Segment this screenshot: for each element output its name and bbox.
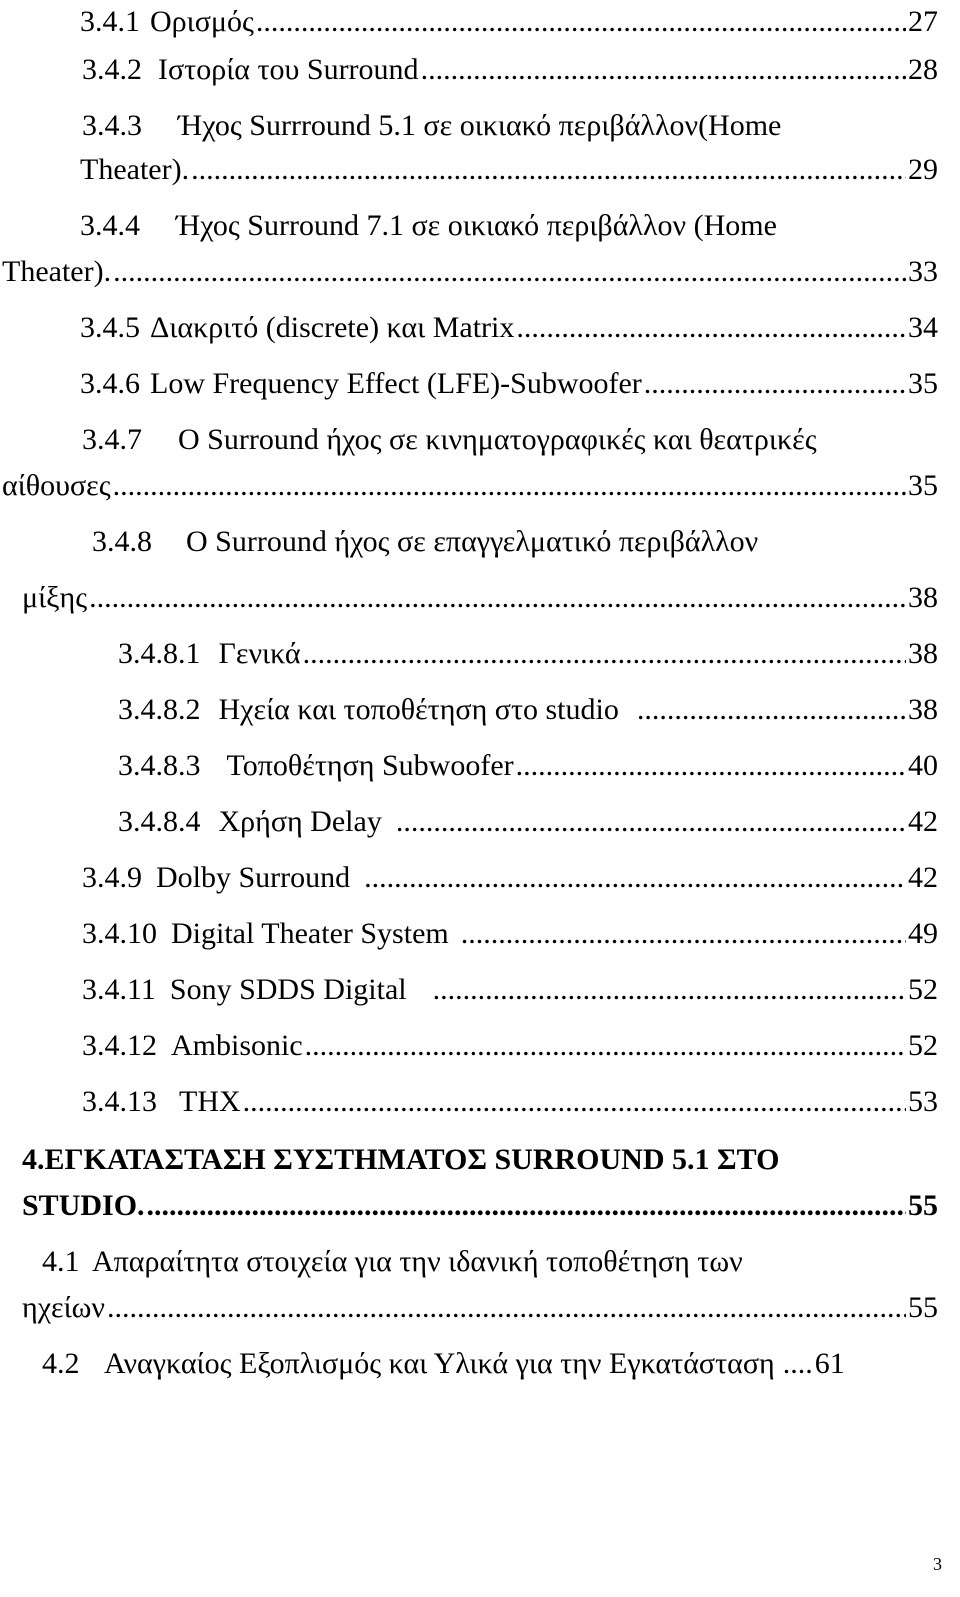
- toc-entry-4-2[interactable]: [42, 1344, 938, 1384]
- dot-leader: [396, 802, 906, 842]
- dot-leader: [191, 150, 906, 190]
- toc-entry-3-4-8-1[interactable]: [118, 634, 938, 674]
- dot-leader: [516, 308, 906, 348]
- toc-entry-3-4-11[interactable]: [82, 970, 938, 1010]
- entry-number: 3.4.7: [82, 423, 142, 456]
- entry-title: Απαραίτητα στοιχεία για την ιδανική τοποθέτηση των: [92, 1245, 743, 1278]
- toc-entry-3-4-8[interactable]: [92, 522, 938, 562]
- entry-title-continuation: STUDIO.: [22, 1189, 145, 1222]
- entry-title: Χρήση Delay: [218, 805, 382, 838]
- entry-number: 3.4.6: [80, 367, 140, 400]
- entry-title: Ήχος Surrround 5.1 σε οικιακό περιβάλλον(Home: [178, 109, 782, 142]
- entry-page: 28: [908, 53, 938, 86]
- dot-leader: [113, 252, 906, 292]
- dot-leader: [433, 970, 906, 1010]
- entry-number: 3.4.11: [82, 973, 156, 1006]
- entry-number: 3.4.9: [82, 861, 142, 894]
- dot-leader: [516, 746, 906, 786]
- entry-number: 3.4.10: [82, 917, 157, 950]
- entry-title-continuation: Theater).: [2, 255, 112, 288]
- toc-entry-3-4-4[interactable]: [80, 206, 938, 246]
- dot-leader: [147, 1186, 906, 1226]
- entry-page: 55: [908, 1291, 938, 1324]
- entry-number: 3.4.5: [80, 311, 140, 344]
- entry-page: 38: [908, 581, 938, 614]
- entry-title: Αναγκαίος Εξοπλισμός και Υλικά για την Εγκατάσταση: [104, 1347, 775, 1380]
- entry-title-continuation: ηχείων: [22, 1291, 105, 1324]
- dot-leader: [461, 914, 906, 954]
- entry-title: Dolby Surround: [156, 861, 351, 894]
- entry-page: 49: [908, 917, 938, 950]
- dot-leader: [783, 1344, 813, 1384]
- entry-title: Ambisonic: [171, 1029, 303, 1062]
- entry-page: 29: [908, 153, 938, 186]
- entry-number: 3.4.8: [92, 525, 152, 558]
- entry-number: 3.4.3: [82, 109, 142, 142]
- toc-entry-3-4-7-cont[interactable]: [2, 466, 938, 506]
- toc-entry-4-1-cont[interactable]: [22, 1288, 938, 1328]
- entry-page: 53: [908, 1085, 938, 1118]
- toc-entry-3-4-7[interactable]: [82, 420, 938, 460]
- entry-number: 3.4.1: [80, 5, 140, 38]
- entry-title: O Surround ήχος σε επαγγελματικό περιβάλλον: [186, 525, 759, 558]
- entry-page: 27: [908, 5, 938, 38]
- toc-entry-4[interactable]: [22, 1140, 938, 1180]
- entry-title: Γενικά: [218, 637, 301, 670]
- entry-title: Διακριτό (discrete) και Matrix: [150, 311, 515, 344]
- toc-entry-4-cont[interactable]: [22, 1186, 938, 1226]
- entry-title: Ήχος Surround 7.1 σε οικιακό περιβάλλον (Home: [176, 209, 777, 242]
- entry-title: Sony SDDS Digital: [169, 973, 407, 1006]
- toc-entry-3-4-3-cont[interactable]: [80, 150, 938, 190]
- entry-title-continuation: Theater).: [80, 153, 190, 186]
- dot-leader: [421, 50, 906, 90]
- entry-page: 55: [908, 1189, 938, 1222]
- entry-number: 3.4.13: [82, 1085, 157, 1118]
- entry-page: 38: [908, 637, 938, 670]
- entry-title: THX: [179, 1085, 241, 1118]
- entry-number: 3.4.8.4: [118, 805, 201, 838]
- entry-title-continuation: αίθουσες: [2, 469, 111, 502]
- dot-leader: [644, 364, 906, 404]
- entry-number: 3.4.8.1: [118, 637, 201, 670]
- dot-leader: [305, 1026, 906, 1066]
- dot-leader: [303, 634, 906, 674]
- entry-page: 42: [908, 861, 938, 894]
- toc-entry-3-4-8-cont[interactable]: [22, 578, 938, 618]
- entry-page: 42: [908, 805, 938, 838]
- toc-entry-3-4-8-4[interactable]: [118, 802, 938, 842]
- entry-page: 61: [814, 1347, 845, 1380]
- dot-leader: [89, 578, 906, 618]
- entry-page: 33: [908, 255, 938, 288]
- entry-number: 4.: [22, 1143, 45, 1176]
- toc-entry-3-4-1[interactable]: [80, 2, 938, 42]
- entry-title: ΕΓΚΑΤΑΣΤΑΣΗ ΣΥΣΤΗΜΑΤΟΣ SURROUND 5.1 ΣΤΟ: [44, 1143, 780, 1176]
- entry-page: 35: [908, 367, 938, 400]
- toc-entry-3-4-6[interactable]: [80, 364, 938, 404]
- dot-leader: [364, 858, 906, 898]
- dot-leader: [107, 1288, 906, 1328]
- entry-number: 4.2: [42, 1347, 80, 1380]
- dot-leader: [243, 1082, 906, 1122]
- dot-leader: [637, 690, 906, 730]
- toc-entry-3-4-3[interactable]: [82, 106, 938, 146]
- entry-page: 52: [908, 973, 938, 1006]
- entry-title: Ιστορία του Surround: [158, 53, 419, 86]
- entry-number: 3.4.4: [80, 209, 140, 242]
- entry-title-continuation: μίξης: [22, 581, 88, 614]
- dot-leader: [113, 466, 906, 506]
- toc-entry-3-4-9[interactable]: [82, 858, 938, 898]
- entry-number: 3.4.8.2: [118, 693, 201, 726]
- toc-entry-3-4-13[interactable]: [82, 1082, 938, 1122]
- toc-entry-3-4-12[interactable]: [82, 1026, 938, 1066]
- entry-number: 3.4.8.3: [118, 749, 201, 782]
- entry-number: 4.1: [42, 1245, 80, 1278]
- toc-entry-4-1[interactable]: [42, 1242, 938, 1282]
- entry-page: 52: [908, 1029, 938, 1062]
- entry-title: Τοποθέτηση Subwoofer: [226, 749, 514, 782]
- entry-title: Digital Theater System: [171, 917, 449, 950]
- page-number: 3: [933, 1554, 942, 1574]
- toc-entry-3-4-5[interactable]: [80, 308, 938, 348]
- entry-title: O Surround ήχος σε κινηματογραφικές και θεατρικές: [178, 423, 817, 456]
- toc-entry-3-4-10[interactable]: [82, 914, 938, 954]
- entry-title: Ηχεία και τοποθέτηση στο studio: [218, 693, 619, 726]
- toc-entry-3-4-8-2[interactable]: [118, 690, 938, 730]
- entry-number: 3.4.2: [82, 53, 142, 86]
- entry-page: 34: [908, 311, 938, 344]
- entry-number: 3.4.12: [82, 1029, 157, 1062]
- dot-leader: [256, 2, 906, 42]
- toc-entry-3-4-8-3[interactable]: [118, 746, 938, 786]
- entry-page: 35: [908, 469, 938, 502]
- toc-entry-3-4-4-cont[interactable]: [2, 252, 938, 292]
- entry-title: Ορισμός: [150, 5, 254, 38]
- toc-entry-3-4-2[interactable]: [82, 50, 938, 90]
- entry-page: 40: [908, 749, 938, 782]
- entry-page: 38: [908, 693, 938, 726]
- entry-title: Low Frequency Effect (LFE)-Subwoofer: [150, 367, 642, 400]
